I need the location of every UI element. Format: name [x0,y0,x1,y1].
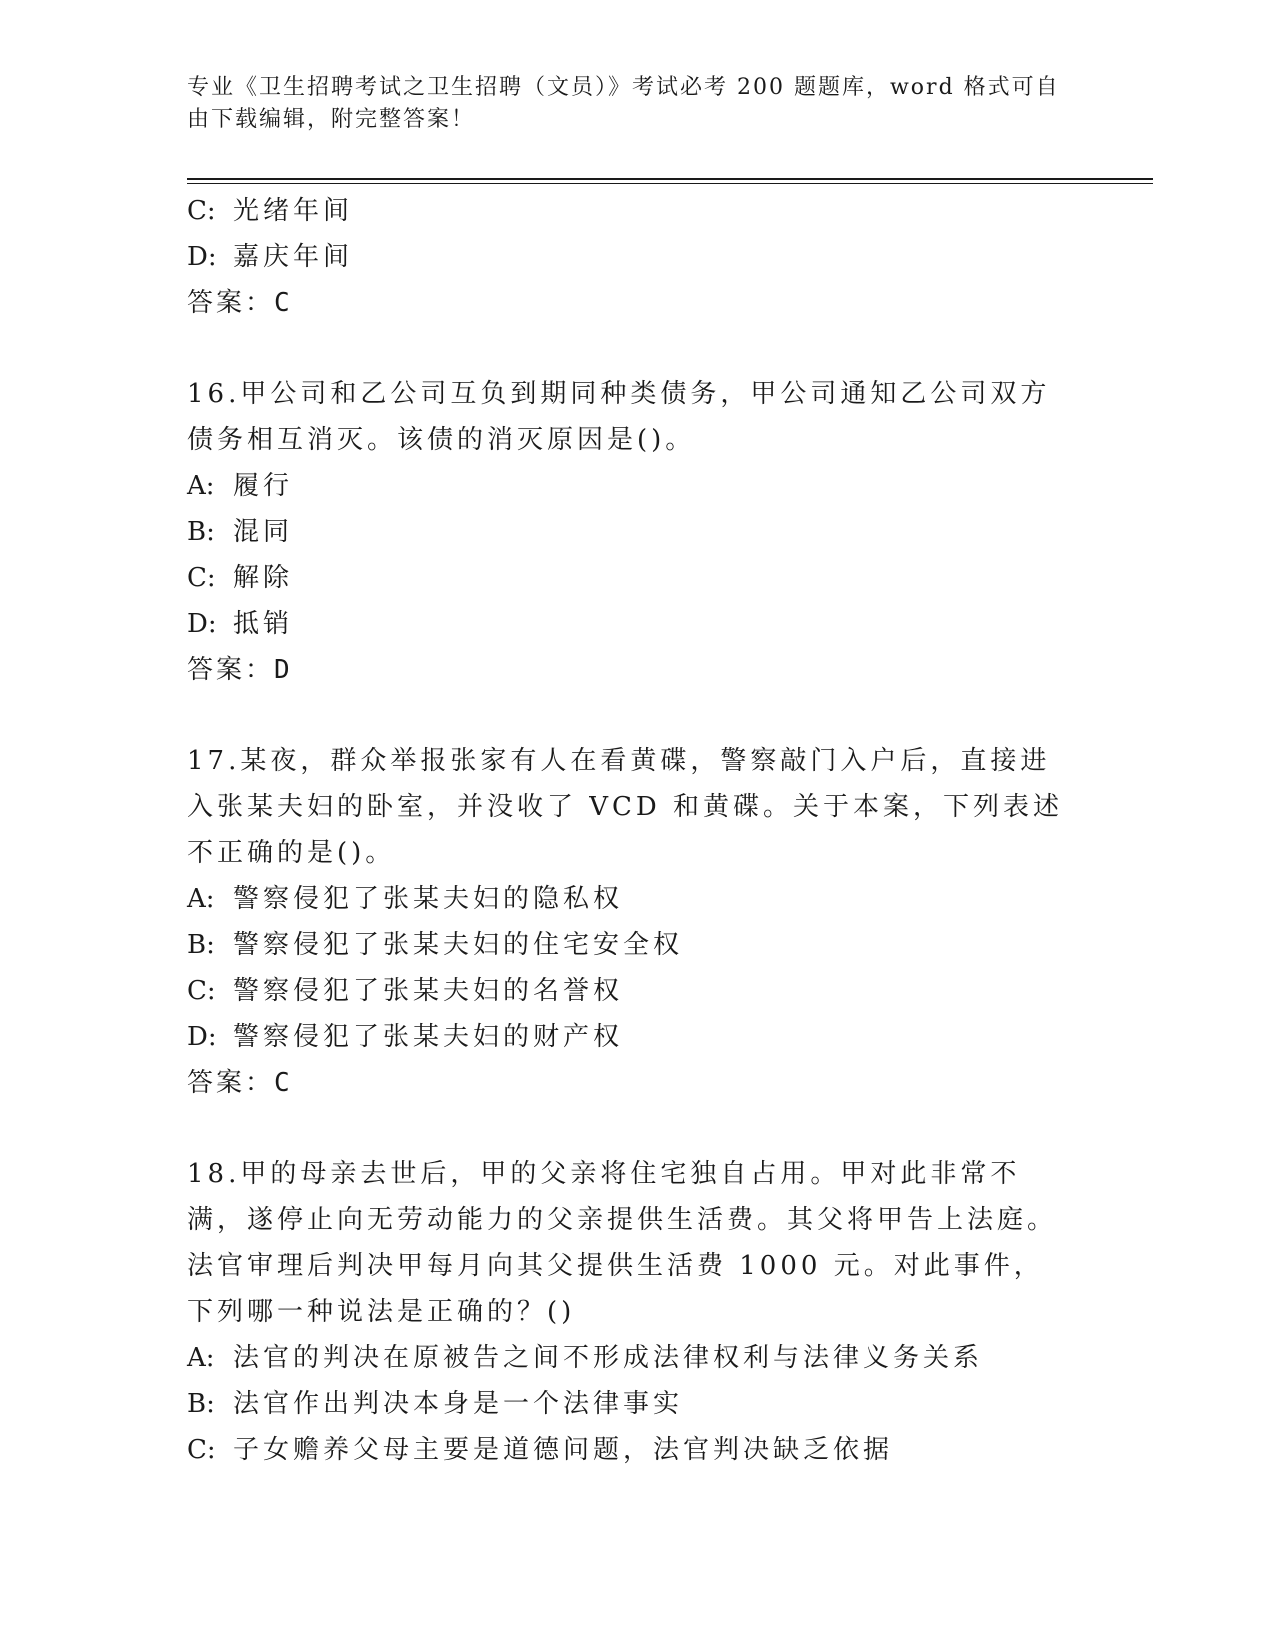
document-header: 专业《卫生招聘考试之卫生招聘（文员）》考试必考 200 题题库，word 格式可自由下载编辑，附完整答案！ [187,75,1060,132]
answer-line [187,280,1087,326]
option-d [187,1014,1087,1060]
question-stem: 16.甲公司和乙公司互负到期同种类债务，甲公司通知乙公司双方债务相互消灭。该债的消灭原因是()。 [187,379,1051,455]
answer-line [187,647,1087,693]
option-d [187,234,1087,280]
option-c [187,555,1087,601]
option-d [187,601,1087,647]
answer-value: C [274,288,290,318]
option-key: B: [187,930,215,960]
option-text: 解除 [233,563,294,593]
option-text: 抵销 [233,609,294,639]
option-key: A: [187,471,215,501]
option-key: C: [187,196,216,226]
option-text: 履行 [233,471,294,501]
option-text: 光绪年间 [233,196,354,226]
option-b [187,509,1087,555]
answer-value: C [274,1068,290,1098]
option-text: 嘉庆年间 [233,242,354,272]
document-body [187,188,1087,1473]
option-key: C: [187,563,216,593]
option-key: A: [187,1343,215,1373]
option-key: A: [187,884,215,914]
option-text: 警察侵犯了张某夫妇的住宅安全权 [233,930,684,960]
question-stem: 17.某夜，群众举报张家有人在看黄碟，警察敲门入户后，直接进入张某夫妇的卧室，并没收了 VCD 和黄碟。关于本案，下列表述不正确的是()。 [187,746,1064,868]
option-text: 混同 [233,517,294,547]
option-key: D: [187,609,217,639]
option-key: D: [187,242,217,272]
header-divider-thick [187,178,1153,180]
option-key: C: [187,1435,216,1465]
option-text: 法官的判决在原被告之间不形成法律权利与法律义务关系 [233,1343,984,1373]
option-key: B: [187,1389,215,1419]
option-text: 子女赡养父母主要是道德问题，法官判决缺乏依据 [233,1435,894,1465]
question-stem: 18.甲的母亲去世后，甲的父亲将住宅独自占用。甲对此非常不满，遂停止向无劳动能力的父亲提供生活费。其父将甲告上法庭。法官审理后判决甲每月向其父提供生活费 1000 元。对此事件，下列哪一种说法是正确的？() [187,1159,1058,1327]
option-key: B: [187,517,215,547]
option-c [187,188,1087,234]
option-key: C: [187,976,216,1006]
option-c [187,968,1087,1014]
answer-label: 答案： [187,288,275,318]
option-c [187,1427,1087,1473]
answer-value: D [274,655,290,685]
option-key: D: [187,1022,217,1052]
option-text: 警察侵犯了张某夫妇的隐私权 [233,884,624,914]
answer-line [187,1060,1087,1106]
option-text: 警察侵犯了张某夫妇的名誉权 [233,976,624,1006]
answer-label: 答案： [187,655,275,685]
option-text: 法官作出判决本身是一个法律事实 [233,1389,684,1419]
option-a [187,876,1087,922]
option-a [187,1335,1087,1381]
option-a [187,463,1087,509]
option-b [187,1381,1087,1427]
option-b [187,922,1087,968]
header-divider-thin [187,183,1153,184]
answer-label: 答案： [187,1068,275,1098]
option-text: 警察侵犯了张某夫妇的财产权 [233,1022,624,1052]
